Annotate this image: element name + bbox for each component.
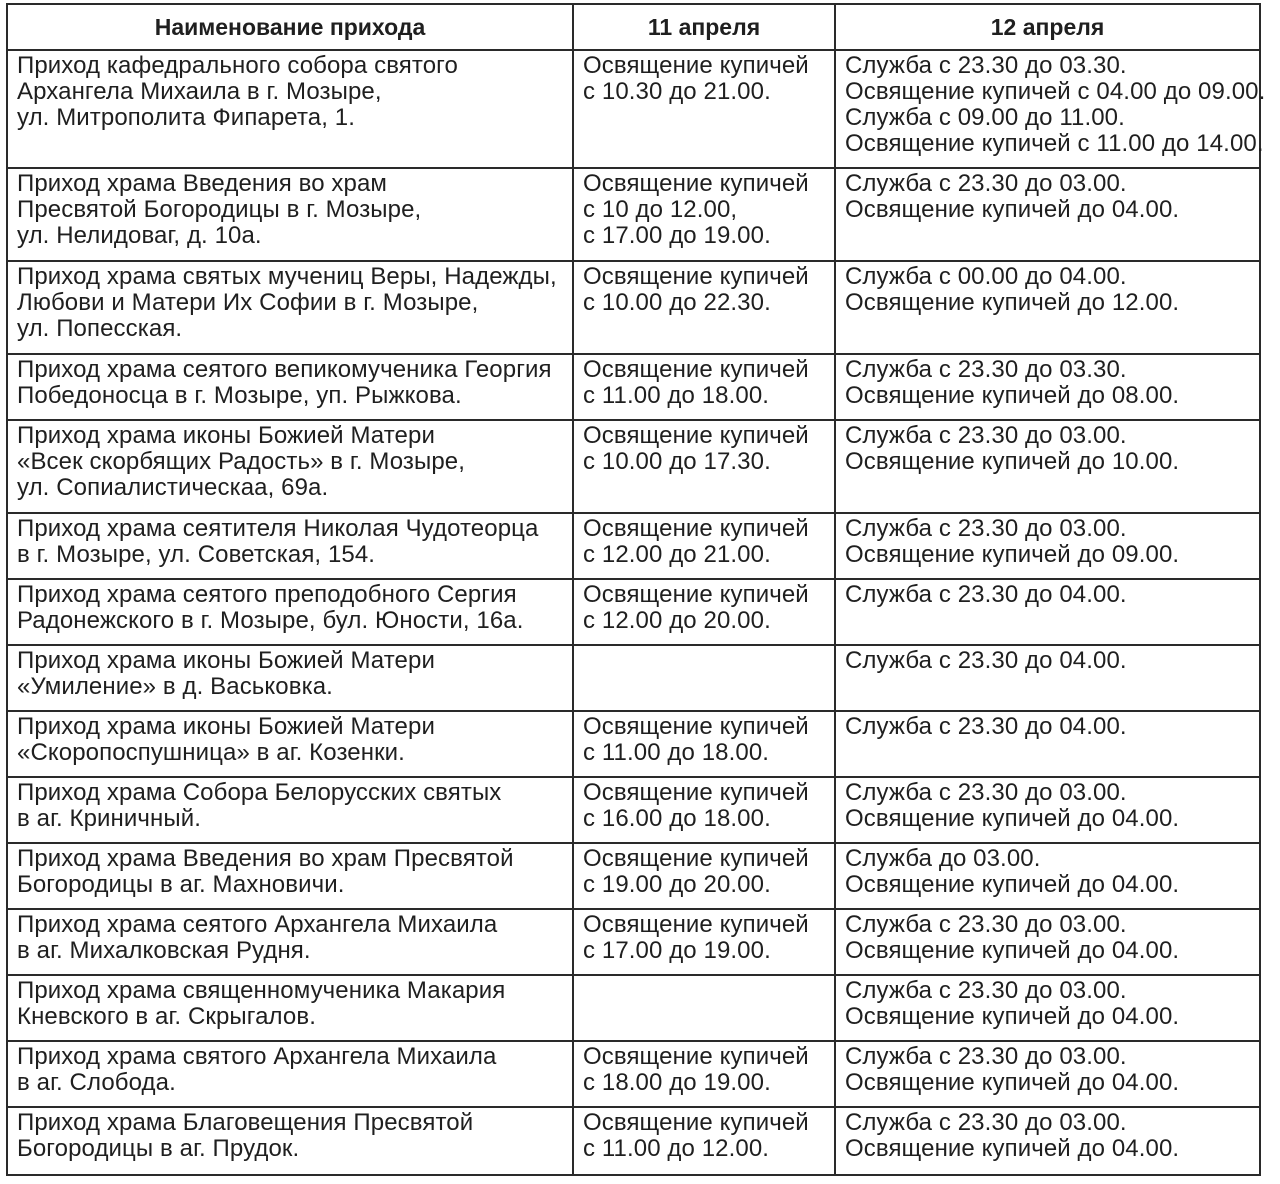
april-11-line: с 11.00 до 12.00. xyxy=(583,1135,770,1162)
parish-line: Приход храма иконы Божией Матери xyxy=(17,647,435,674)
parish-cell xyxy=(7,579,573,645)
parish-line: Приход храма сеятого преподобного Сергия xyxy=(17,581,517,608)
april-11-line: Освящение купичей xyxy=(583,52,809,79)
table-header xyxy=(7,4,1260,50)
april-11-line: с 10.00 до 17.30. xyxy=(583,448,771,475)
april-11-cell xyxy=(573,1041,835,1107)
parish-line: Приход храма Благовещения Пресвятой xyxy=(17,1109,474,1136)
april-11-line: Освящение купичей xyxy=(583,845,809,872)
april-11-line: с 17.00 до 19.00. xyxy=(583,937,771,964)
april-11-line: Освящение купичей xyxy=(583,713,809,740)
april-11-line: Освящение купичей xyxy=(583,263,809,290)
april-11-cell xyxy=(573,711,835,777)
april-12-cell xyxy=(835,420,1260,513)
april-12-line: Освящение купичей до 04.00. xyxy=(845,1069,1180,1096)
april-12-line: Служба с 23.30 до 03.00. xyxy=(845,422,1127,449)
april-12-cell xyxy=(835,1107,1260,1175)
parish-line: в аг. Михалковская Рудня. xyxy=(17,937,311,964)
table-row xyxy=(7,354,1260,420)
parish-line: в г. Мозыре, ул. Советская, 154. xyxy=(17,541,376,568)
april-12-line: Служба с 23.30 до 03.00. xyxy=(845,977,1127,1004)
parish-cell xyxy=(7,261,573,354)
parish-cell xyxy=(7,645,573,711)
april-12-cell xyxy=(835,645,1260,711)
april-11-cell xyxy=(573,50,835,168)
april-11-line: с 11.00 до 18.00. xyxy=(583,382,770,409)
april-11-line: с 10 до 12.00, xyxy=(583,196,738,223)
april-11-line: с 18.00 до 19.00. xyxy=(583,1069,771,1096)
april-12-cell xyxy=(835,777,1260,843)
april-11-cell xyxy=(573,645,835,711)
april-12-line: Служба с 23.30 до 03.00. xyxy=(845,515,1127,542)
april-12-line: Служба с 23.30 до 03.30. xyxy=(845,356,1127,383)
april-11-line: Освящение купичей xyxy=(583,422,809,449)
parish-line: Приход храма Введения во храм Пресвятой xyxy=(17,845,514,872)
april-12-line: Служба до 03.00. xyxy=(845,845,1041,872)
april-11-cell xyxy=(573,1107,835,1175)
april-11-cell xyxy=(573,354,835,420)
april-12-line: Служба с 23.30 до 04.00. xyxy=(845,713,1127,740)
april-12-line: Служба с 23.30 до 03.00. xyxy=(845,170,1127,197)
parish-cell xyxy=(7,777,573,843)
april-11-cell xyxy=(573,168,835,261)
april-12-cell xyxy=(835,909,1260,975)
april-12-cell xyxy=(835,843,1260,909)
april-11-line: Освящение купичей xyxy=(583,911,809,938)
parish-cell xyxy=(7,513,573,579)
parish-line: Радонежского в г. Мозыре, бул. Юности, 16а. xyxy=(17,607,524,634)
april-12-line: Служба с 23.30 до 03.30. xyxy=(845,52,1127,79)
april-11-line: с 16.00 до 18.00. xyxy=(583,805,771,832)
april-11-line: с 19.00 до 20.00. xyxy=(583,871,771,898)
parish-line: Приход храма иконы Божией Матери xyxy=(17,422,435,449)
april-11-cell xyxy=(573,843,835,909)
april-11-line: с 10.00 до 22.30. xyxy=(583,289,771,316)
april-12-line: Освящение купичей до 12.00. xyxy=(845,289,1180,316)
parish-line: Кневского в аг. Скрыгалов. xyxy=(17,1003,316,1030)
header-parish: Наименование прихода xyxy=(7,4,573,50)
parish-cell xyxy=(7,168,573,261)
table-row xyxy=(7,909,1260,975)
table-row xyxy=(7,1041,1260,1107)
parish-line: Приход храма святых мучениц Веры, Надежды, xyxy=(17,263,557,290)
april-11-line: с 11.00 до 18.00. xyxy=(583,739,770,766)
table-row xyxy=(7,579,1260,645)
table-body xyxy=(7,50,1266,1175)
april-11-cell xyxy=(573,513,835,579)
april-12-line: Освящение купичей до 04.00. xyxy=(845,805,1180,832)
parish-line: Приход храма сеятого Архангела Михаила xyxy=(17,911,498,938)
parish-line: ул. Сопиалистическаа, 69а. xyxy=(17,474,329,501)
parish-line: Архангела Михаила в г. Мозыре, xyxy=(17,78,382,105)
april-11-line: Освящение купичей xyxy=(583,356,809,383)
parish-cell xyxy=(7,420,573,513)
table-row xyxy=(7,513,1260,579)
april-11-cell xyxy=(573,261,835,354)
april-11-line: с 17.00 до 19.00. xyxy=(583,222,771,249)
parish-line: Приход храма Собора Белорусских святых xyxy=(17,779,502,806)
parish-line: «Скоропоспушница» в аг. Козенки. xyxy=(17,739,405,766)
parish-line: Приход храма сеятителя Николая Чудотеорца xyxy=(17,515,539,542)
parish-cell xyxy=(7,1107,573,1175)
april-12-line: Освящение купичей до 04.00. xyxy=(845,1003,1180,1030)
parish-line: Приход храма святого Архангела Михаила xyxy=(17,1043,497,1070)
parish-cell xyxy=(7,354,573,420)
parish-line: ул. Нелидоваг, д. 10а. xyxy=(17,222,262,249)
parish-cell xyxy=(7,843,573,909)
april-11-cell xyxy=(573,975,835,1041)
parish-line: Богородицы в аг. Махновичи. xyxy=(17,871,345,898)
april-12-line: Освящение купичей до 08.00. xyxy=(845,382,1180,409)
parish-line: Победоносца в г. Мозыре, уп. Рыжкова. xyxy=(17,382,462,409)
table-row xyxy=(7,711,1260,777)
april-12-line: Освящение купичей до 04.00. xyxy=(845,871,1180,898)
parish-line: Приход храма иконы Божией Матери xyxy=(17,713,435,740)
april-11-cell xyxy=(573,909,835,975)
april-12-line: Служба с 23.30 до 03.00. xyxy=(845,1109,1127,1136)
parish-cell xyxy=(7,1041,573,1107)
parish-line: Любови и Матери Их Софии в г. Мозыре, xyxy=(17,289,479,316)
parish-line: Приход храма Введения во храм xyxy=(17,170,388,197)
april-11-line: с 12.00 до 20.00. xyxy=(583,607,771,634)
april-11-line: с 10.30 до 21.00. xyxy=(583,78,771,105)
parish-line: Приход храма сеятого вепикомученика Георгия xyxy=(17,356,552,383)
april-12-line: Служба с 00.00 до 04.00. xyxy=(845,263,1127,290)
april-12-line: Служба с 09.00 до 11.00. xyxy=(845,104,1125,131)
april-12-line: Освящение купичей до 04.00. xyxy=(845,1135,1180,1162)
header-row xyxy=(7,4,1260,50)
april-12-line: Служба с 23.30 до 04.00. xyxy=(845,647,1127,674)
april-12-cell xyxy=(835,168,1260,261)
april-12-line: Освящение купичей с 04.00 до 09.00. xyxy=(845,78,1266,105)
parish-line: в аг. Слобода. xyxy=(17,1069,176,1096)
parish-line: «Всек скорбящих Радость» в г. Мозыре, xyxy=(17,448,466,475)
parish-line: в аг. Криничный. xyxy=(17,805,202,832)
table-row xyxy=(7,777,1260,843)
april-11-line: с 12.00 до 21.00. xyxy=(583,541,771,568)
table-row xyxy=(7,843,1260,909)
header-april-11: 11 апреля xyxy=(573,4,835,50)
april-12-line: Освящение купичей до 04.00. xyxy=(845,196,1180,223)
april-12-cell xyxy=(835,975,1260,1041)
april-12-line: Освящение купичей до 04.00. xyxy=(845,937,1180,964)
april-12-cell xyxy=(835,261,1260,354)
april-12-cell xyxy=(835,1041,1260,1107)
table-row xyxy=(7,975,1260,1041)
table-row xyxy=(7,168,1260,261)
april-11-line: Освящение купичей xyxy=(583,170,809,197)
header-april-12: 12 апреля xyxy=(835,4,1260,50)
april-12-line: Освящение купичей до 10.00. xyxy=(845,448,1180,475)
parish-cell xyxy=(7,711,573,777)
april-11-cell xyxy=(573,777,835,843)
april-12-line: Служба с 23.30 до 04.00. xyxy=(845,581,1127,608)
parish-line: ул. Попесская. xyxy=(17,315,183,342)
table-row xyxy=(7,645,1260,711)
parish-line: Приход храма священномученика Макария xyxy=(17,977,506,1004)
parish-line: Приход кафедрального собора святого xyxy=(17,52,458,79)
parish-line: ул. Митрополита Фипарета, 1. xyxy=(17,104,355,131)
table-row xyxy=(7,420,1260,513)
april-12-line: Служба с 23.30 до 03.00. xyxy=(845,911,1127,938)
table-row xyxy=(7,50,1260,168)
table-row xyxy=(7,261,1260,354)
parish-line: «Умиление» в д. Васьковка. xyxy=(17,673,333,700)
april-12-cell xyxy=(835,711,1260,777)
parish-cell xyxy=(7,909,573,975)
april-12-cell xyxy=(835,354,1260,420)
april-11-cell xyxy=(573,579,835,645)
april-12-line: Освящение купичей с 11.00 до 14.00. xyxy=(845,130,1264,157)
schedule-table xyxy=(6,3,1266,1176)
april-11-line: Освящение купичей xyxy=(583,779,809,806)
parish-line: Пресвятой Богородицы в г. Мозыре, xyxy=(17,196,422,223)
april-12-cell xyxy=(835,513,1260,579)
april-11-line: Освящение купичей xyxy=(583,1109,809,1136)
april-11-cell xyxy=(573,420,835,513)
april-12-cell xyxy=(835,579,1260,645)
parish-cell xyxy=(7,50,573,168)
april-11-line: Освящение купичей xyxy=(583,1043,809,1070)
parish-cell xyxy=(7,975,573,1041)
april-12-line: Освящение купичей до 09.00. xyxy=(845,541,1180,568)
april-12-line: Служба с 23.30 до 03.00. xyxy=(845,1043,1127,1070)
april-12-cell xyxy=(835,50,1266,168)
april-11-line: Освящение купичей xyxy=(583,581,809,608)
table-row xyxy=(7,1107,1260,1175)
parish-line: Богородицы в аг. Прудок. xyxy=(17,1135,300,1162)
april-12-line: Служба с 23.30 до 03.00. xyxy=(845,779,1127,806)
april-11-line: Освящение купичей xyxy=(583,515,809,542)
